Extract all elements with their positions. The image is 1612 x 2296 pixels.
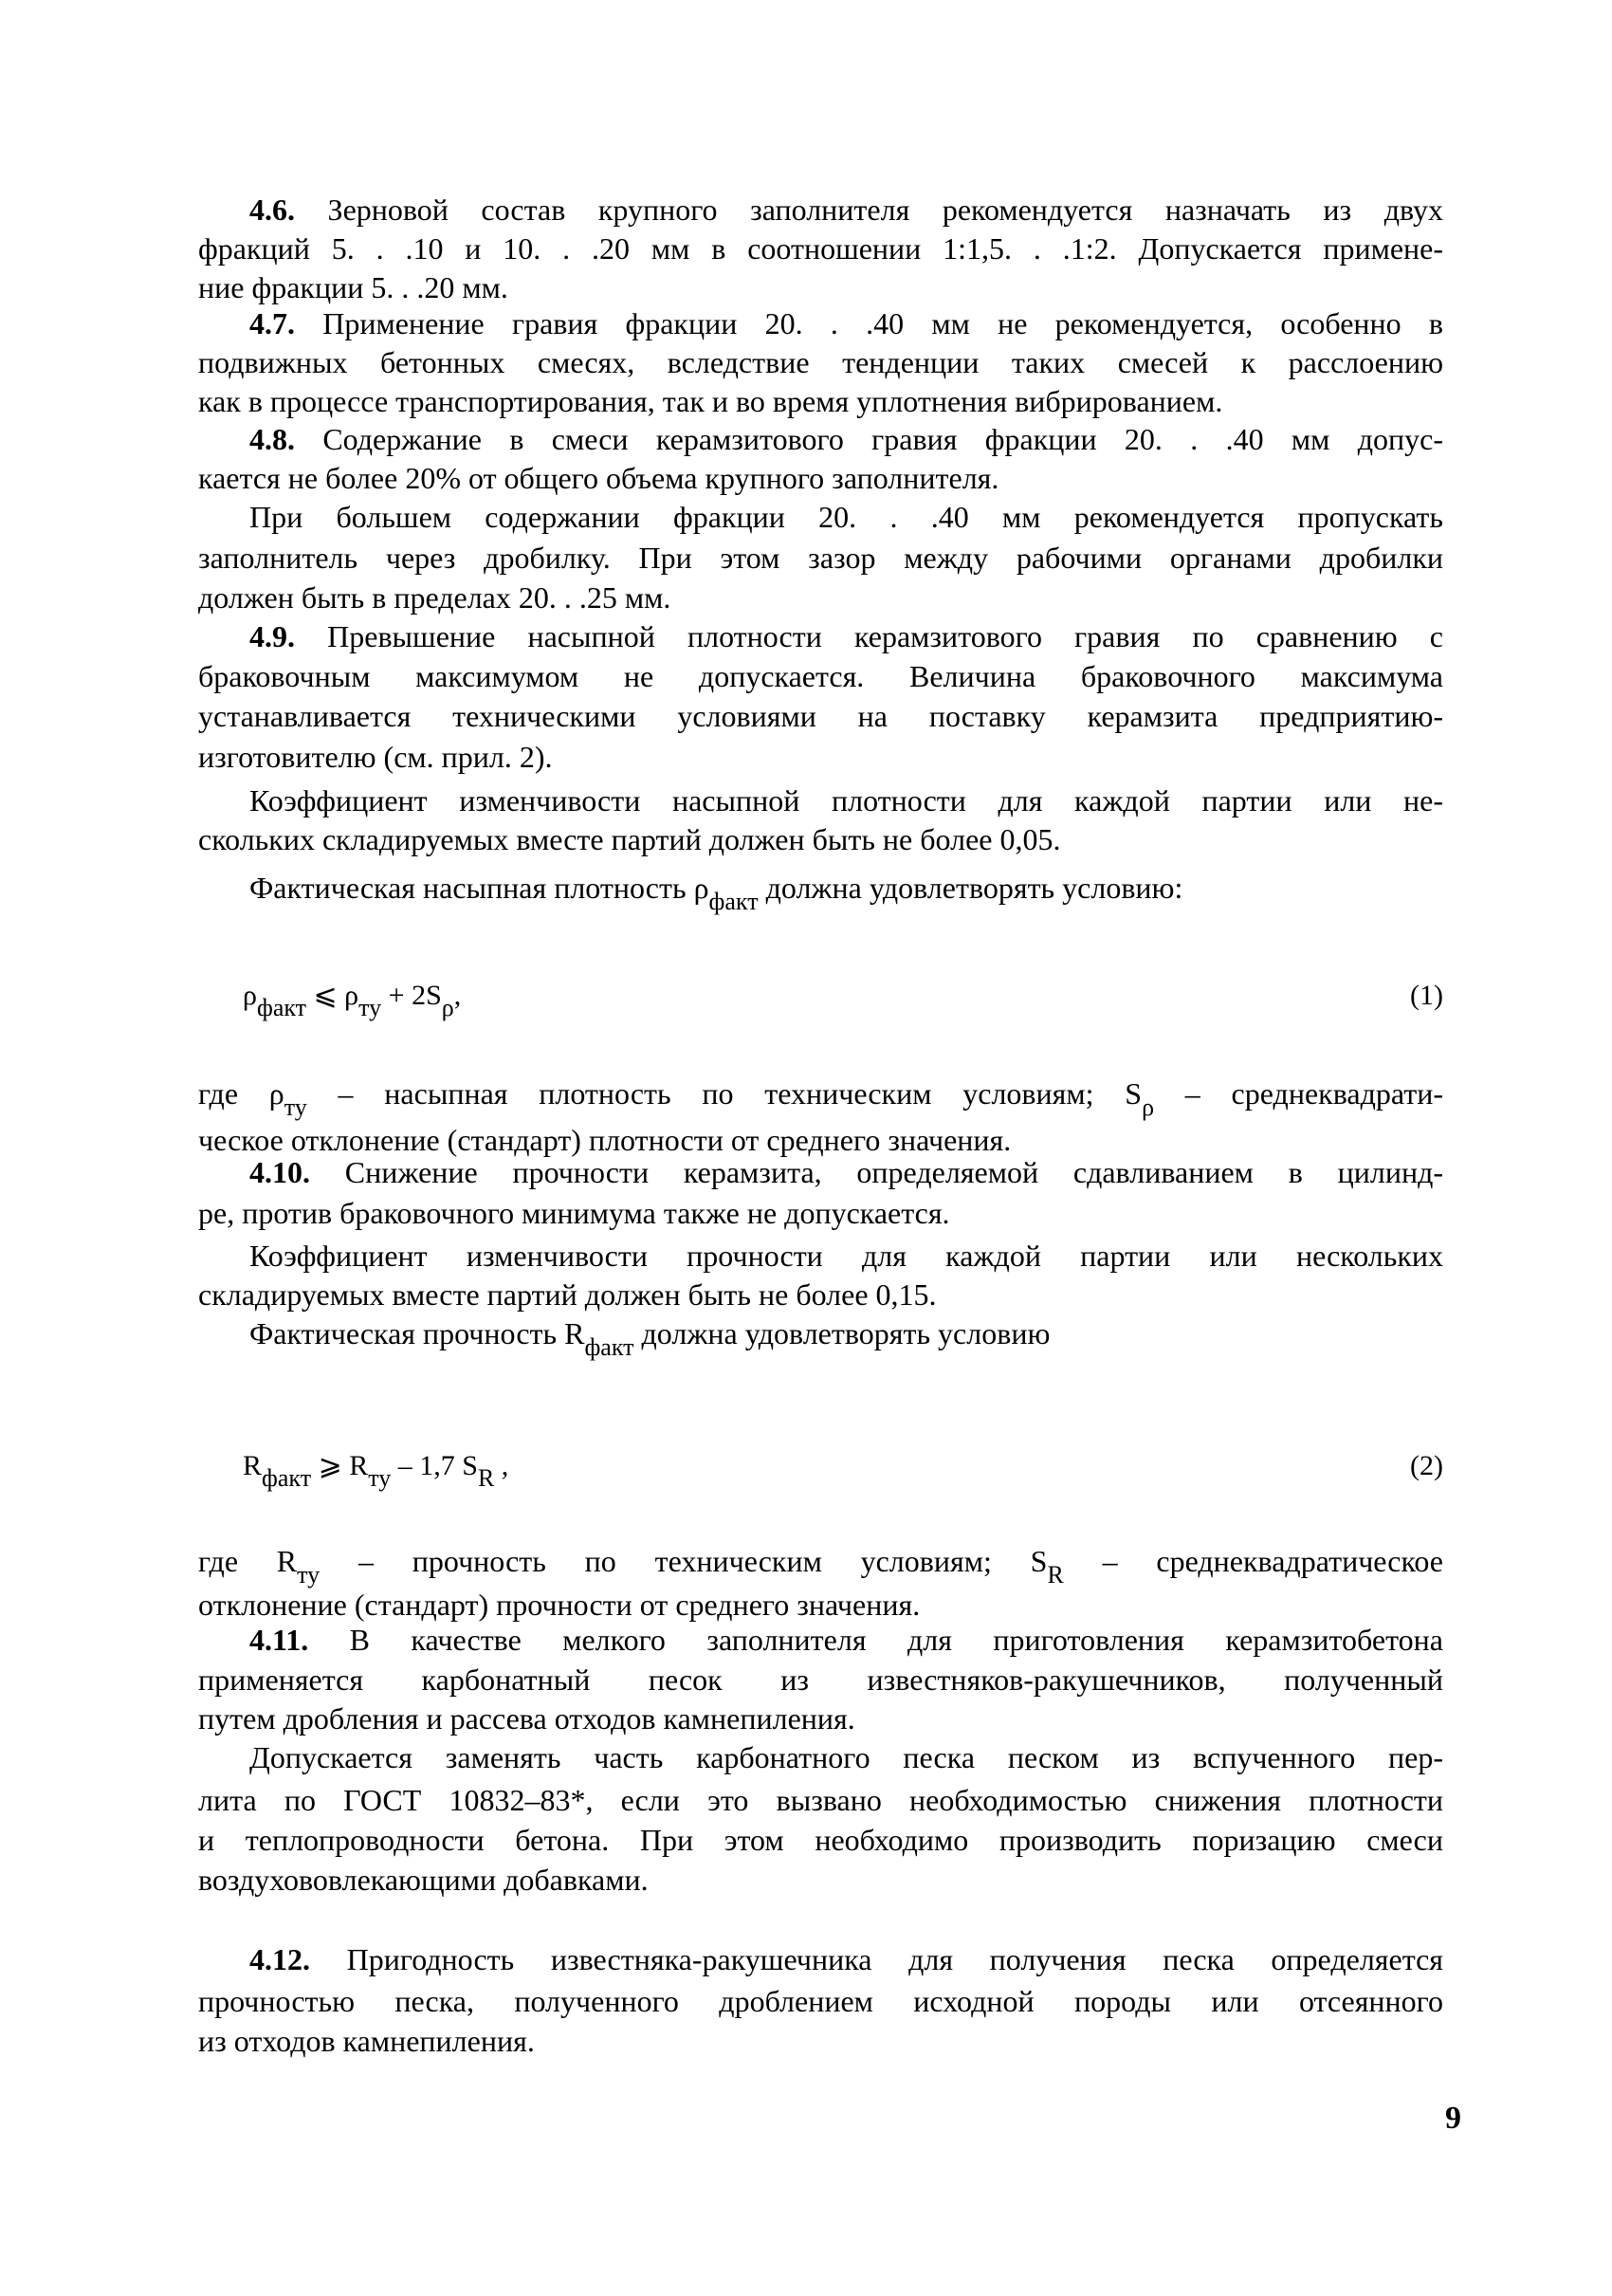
subscript: факт: [262, 1464, 312, 1492]
text-line: [198, 191, 1443, 230]
subscript: ту: [358, 994, 382, 1021]
text-line: ре, против браковочного минимума также не допускается.: [198, 1196, 950, 1230]
page-number: 9: [1445, 2101, 1461, 2136]
text-line: [198, 617, 1443, 657]
actual-strength-statement: [249, 1314, 1051, 1361]
symbol: + 2S: [381, 980, 442, 1011]
text-line: Допускается заменять часть карбонатного песка песком из вспученного пер-: [249, 1740, 1443, 1774]
paragraph-density-coefficient: [198, 781, 1443, 859]
text-line: и теплопроводности бетона. При этом необходимо производить поризацию смеси: [198, 1823, 1443, 1857]
clause-number: 4.9.: [249, 619, 295, 653]
subscript: факт: [256, 994, 307, 1021]
equation-number-1: (1): [1410, 980, 1443, 1011]
text: должна удовлетворять условию: [633, 1316, 1051, 1350]
text: Фактическая насыпная плотность ρ: [249, 871, 709, 905]
paragraph-4-9: [198, 617, 1443, 777]
subscript: ту: [284, 1093, 307, 1121]
text-line: Коэффициент изменчивости прочности для каждой партии или нескольких: [249, 1239, 1443, 1273]
clause-number: 4.7.: [249, 306, 295, 340]
symbol: ⩽ ρ: [306, 980, 359, 1011]
text-line: как в процессе транспортирования, так и во время уплотнения вибрированием.: [198, 384, 1223, 418]
line-text: Содержание в смеси керамзитового гравия фракции 20. . .40 мм допус-: [322, 422, 1444, 456]
text-line: [198, 1940, 1443, 1982]
line-text: Превышение насыпной плотности керамзитового гравия по сравнению с: [327, 619, 1444, 653]
symbol: R: [243, 1450, 263, 1481]
text-line: фракций 5. . .10 и 10. . .20 мм в соотношении 1:1,5. . .1:2. Допускается примене-: [198, 231, 1443, 266]
paragraph-strength-coefficient: [198, 1237, 1443, 1314]
text-line: При большем содержании фракции 20. . .40 мм рекомендуется пропускать: [249, 500, 1443, 534]
symbol: ⩾ R: [311, 1450, 369, 1481]
text-line: кается не более 20% от общего объема крупного заполнителя.: [198, 461, 999, 495]
text: где ρ: [198, 1076, 284, 1111]
line-text: Применение гравия фракции 20. . .40 мм не рекомендуется, особенно в: [322, 306, 1444, 340]
text-line: из отходов камнепиления.: [198, 2024, 535, 2058]
text: Фактическая прочность R: [249, 1316, 585, 1350]
text: – насыпная плотность по техническим условиям; S: [306, 1076, 1143, 1111]
text-line: заполнитель через дробилку. При этом зазор между рабочими органами дробилки: [198, 541, 1443, 575]
text-line: [198, 304, 1443, 343]
text-line: путем дробления и рассева отходов камнепиления.: [198, 1701, 855, 1736]
text-line: отклонение (стандарт) прочности от среднего значения.: [198, 1588, 921, 1622]
subscript: R: [1047, 1561, 1064, 1589]
subscript: факт: [584, 1333, 634, 1361]
actual-density-statement: [249, 869, 1183, 915]
text-line: должен быть в пределах 20. . .25 мм.: [198, 580, 671, 615]
text-line: подвижных бетонных смесях, вследствие тенденции таких смесей к расслоению: [198, 345, 1443, 379]
text-line: [198, 1621, 1443, 1661]
paragraph-4-8: [198, 420, 1443, 498]
paragraph-4-12: [198, 1940, 1443, 2061]
symbol: ,: [494, 1450, 509, 1481]
subscript: ρ: [1142, 1093, 1155, 1121]
formula-2: [243, 1446, 509, 1492]
subscript: ту: [297, 1561, 321, 1589]
text: – среднеквадрати-: [1154, 1076, 1444, 1111]
text-line: Коэффициент изменчивости насыпной плотности для каждой партии или не-: [249, 783, 1443, 817]
text-line: лита по ГОСТ 10832–83*, если это вызвано необходимостью снижения плотности: [198, 1783, 1443, 1817]
text: – прочность по техническим условиям; S: [320, 1544, 1048, 1578]
text-line: применяется карбонатный песок из известняков-ракушечников, полученный: [198, 1662, 1443, 1697]
clause-number: 4.6.: [249, 193, 295, 227]
text-line: ческое отклонение (стандарт) плотности от среднего значения.: [198, 1123, 1012, 1157]
subscript: ρ: [441, 994, 454, 1021]
text-line: [198, 1075, 1443, 1121]
paragraph-4-7: [198, 304, 1443, 421]
line-text: Снижение прочности керамзита, определяемой сдавливанием в цилинд-: [344, 1155, 1444, 1189]
clause-number: 4.8.: [249, 422, 295, 456]
formula-1-legend: [198, 1075, 1443, 1160]
text-line: складируемых вместе партий должен быть не более 0,15.: [198, 1277, 937, 1312]
text-line: [198, 1542, 1444, 1589]
line-text: Пригодность известняка-ракушечника для получения песка определяется: [346, 1942, 1444, 1976]
text-line: [198, 420, 1443, 459]
text-line: скольких складируемых вместе партий должен быть не более 0,05.: [198, 822, 1061, 856]
subscript: ту: [368, 1464, 392, 1492]
text-line: прочностью песка, полученного дроблением исходной породы или отсеянного: [198, 1984, 1443, 2018]
subscript: R: [477, 1464, 495, 1492]
equation-number-2: (2): [1410, 1450, 1443, 1481]
text-line: воздухововлекающими добавками.: [198, 1863, 649, 1897]
clause-number: 4.10.: [249, 1155, 310, 1189]
paragraph-4-6: [198, 191, 1443, 307]
line-text: Зерновой состав крупного заполнителя рекомендуется назначать из двух: [327, 193, 1444, 227]
text: – среднеквадратическое: [1063, 1544, 1444, 1578]
subscript: факт: [708, 888, 759, 915]
symbol: – 1,7 S: [391, 1450, 478, 1481]
paragraph-4-10: [198, 1153, 1443, 1233]
text-line: устанавливается техническими условиями на поставку керамзита предприятию-: [198, 699, 1443, 733]
paragraph-crusher: [198, 498, 1443, 617]
text-line: браковочным максимумом не допускается. Величина браковочного максимума: [198, 659, 1443, 693]
text: должна удовлетворять условию:: [758, 871, 1183, 905]
line-text: В качестве мелкого заполнителя для приготовления керамзитобетона: [349, 1623, 1444, 1657]
paragraph-4-11: [198, 1621, 1443, 1738]
text-line: [198, 1153, 1443, 1194]
text-line: ние фракции 5. . .20 мм.: [198, 270, 508, 304]
paragraph-perlite: [198, 1738, 1443, 1900]
symbol: ρ: [243, 980, 257, 1011]
symbol: ,: [453, 980, 462, 1011]
text-line: изготовителю (см. прил. 2).: [198, 740, 553, 774]
text: где R: [198, 1544, 298, 1578]
clause-number: 4.12.: [249, 1942, 310, 1976]
clause-number: 4.11.: [249, 1623, 309, 1657]
formula-1: [243, 976, 462, 1021]
formula-2-legend: [198, 1542, 1443, 1625]
